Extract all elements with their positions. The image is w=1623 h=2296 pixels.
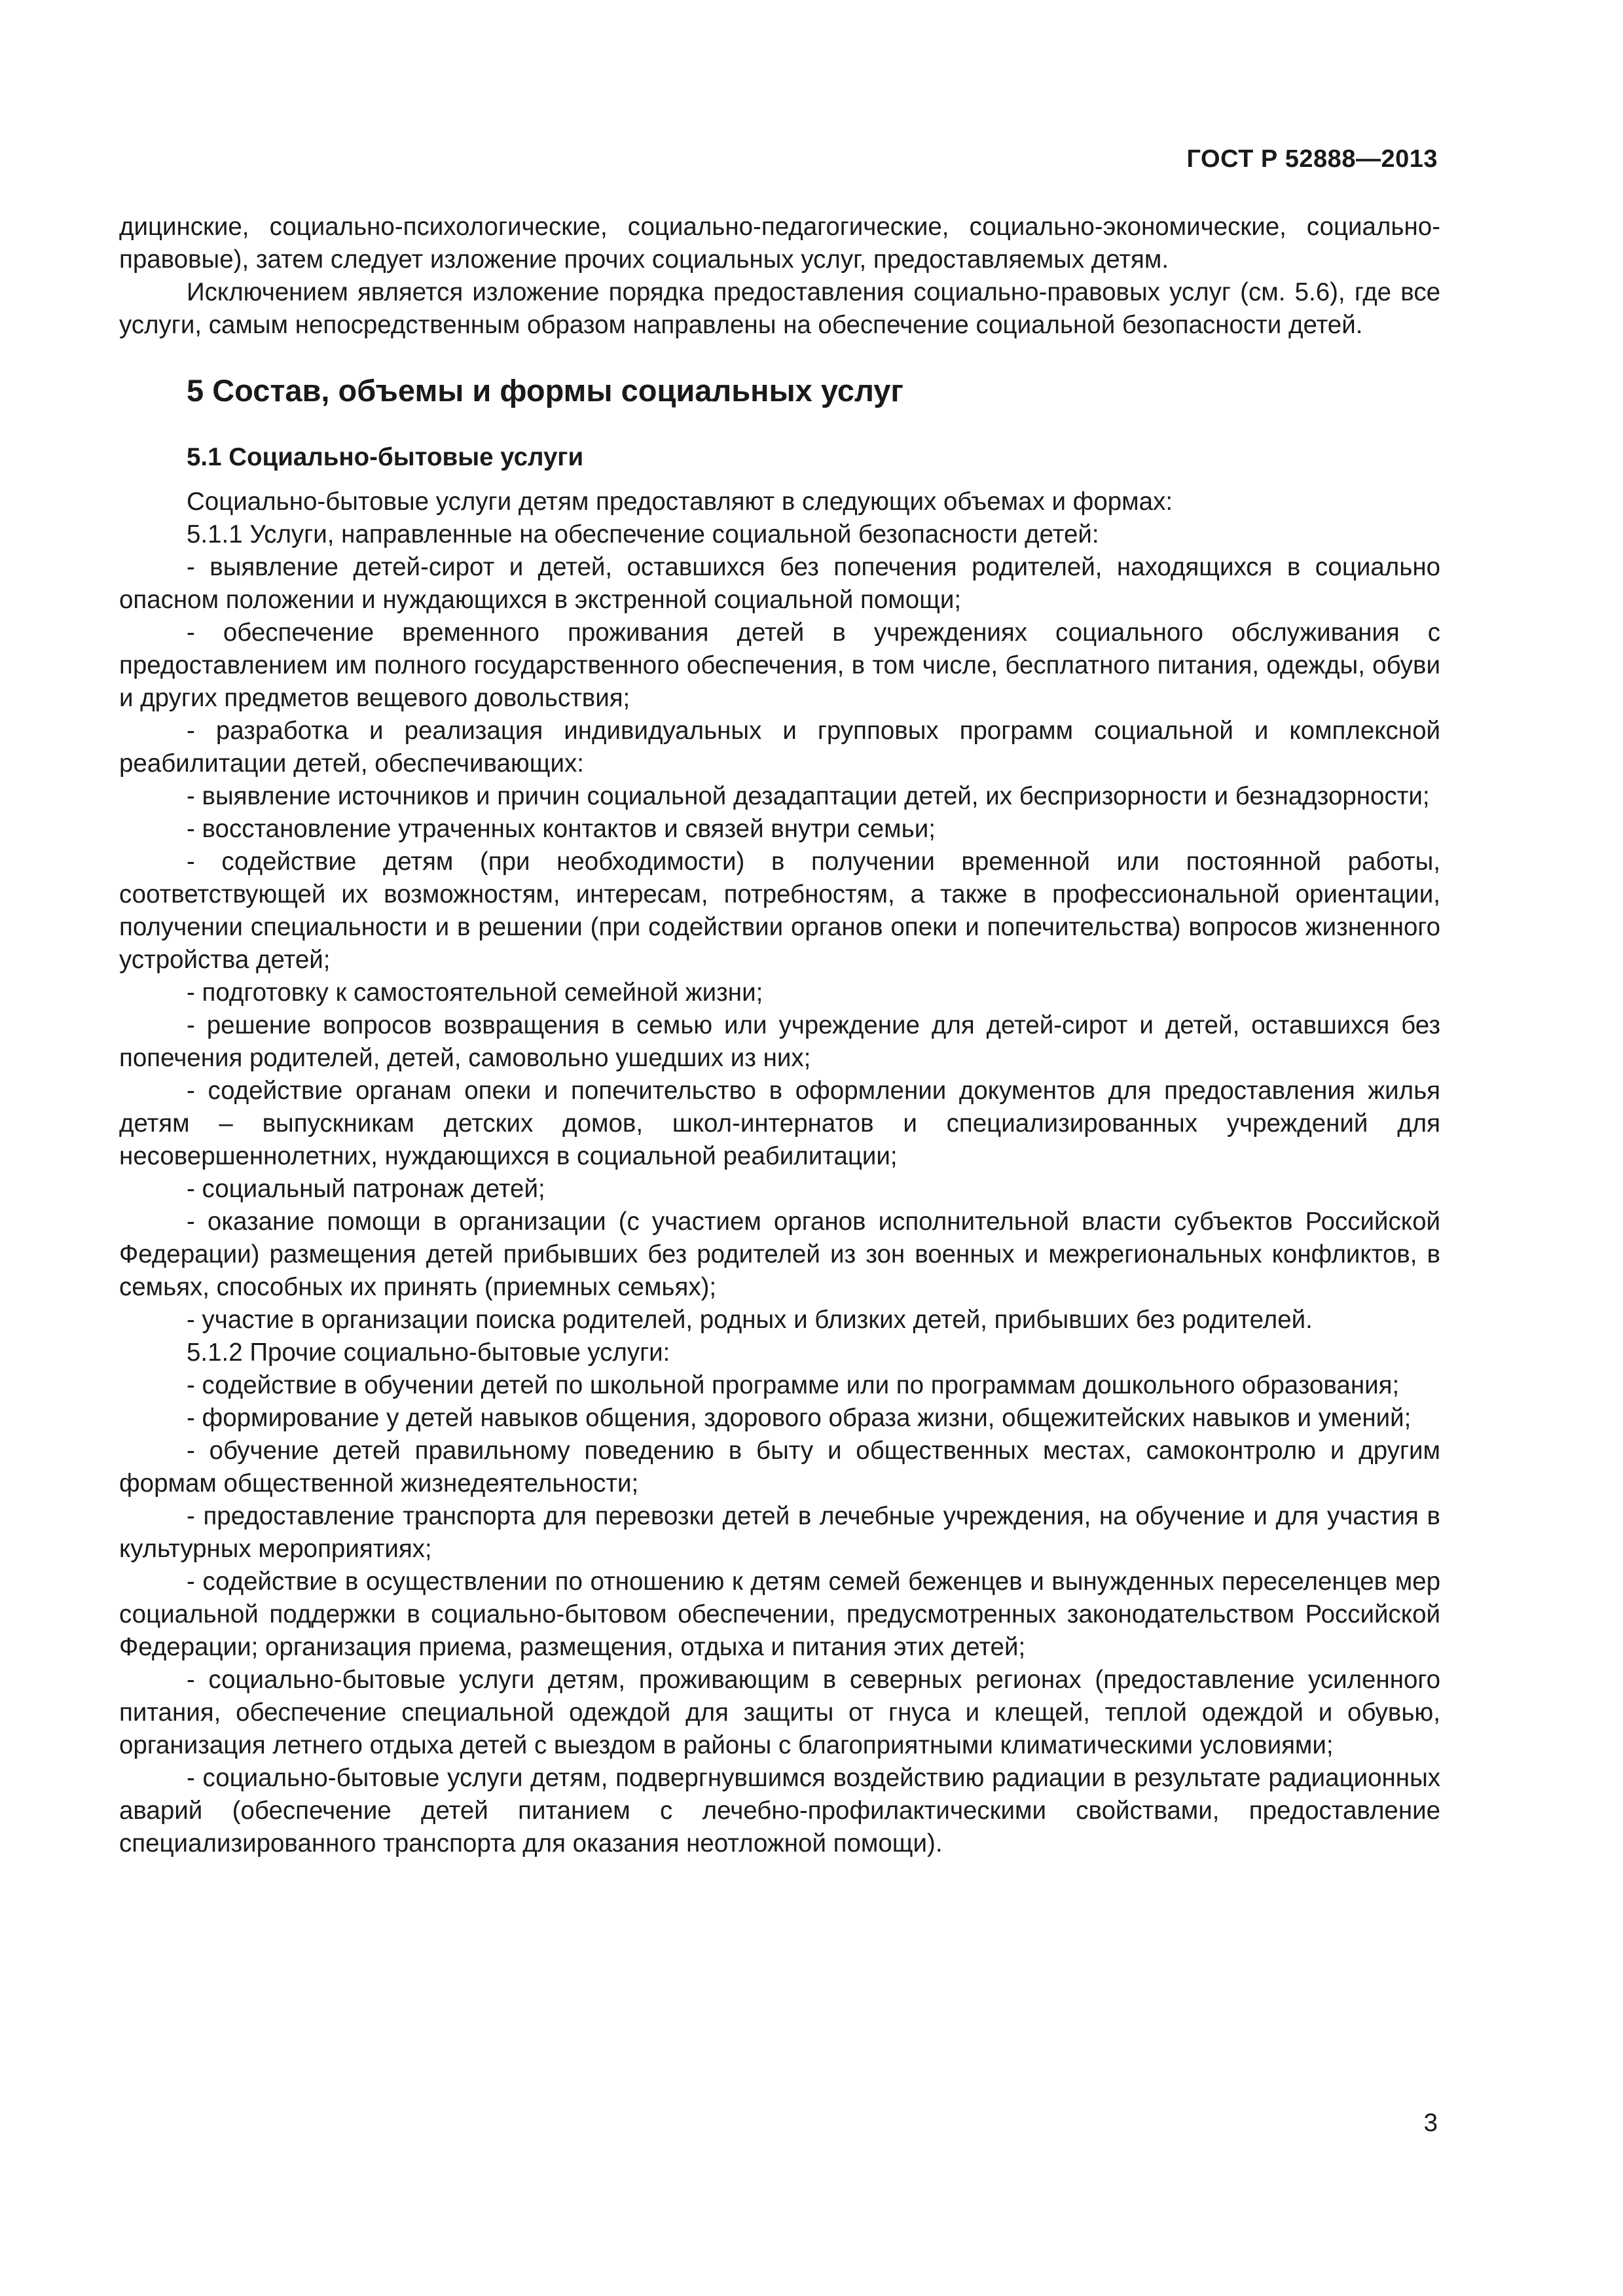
list-item: - оказание помощи в организации (с участием органов исполнительной власти субъектов Российской Федерации) размещения детей прибывших без родителей из зон военных и межрегиональных конфликтов, в семьях, способных их принять (приемных семьях);: [119, 1208, 1440, 1301]
clause-heading: 5.1.2 Прочие социально-бытовые услуги:: [187, 1338, 670, 1367]
list-item: - обучение детей правильному поведению в быту и общественных местах, самоконтролю и другим формам общественной жизнедеятельности;: [119, 1437, 1440, 1498]
list-item: - социальный патронаж детей;: [187, 1175, 545, 1203]
list-item: - содействие детям (при необходимости) в получении временной или постоянной работы, соответствующей их возможностям, интересам, потребностям, а также в профессиональной ориентации, получении специальности и в решении (при содействии органов опеки и попечительства) вопросов жизненного устройства детей;: [119, 848, 1440, 974]
list-item: - решение вопросов возвращения в семью или учреждение для детей-сирот и детей, оставшихся без попечения родителей, детей, самовольно ушедших из них;: [119, 1011, 1440, 1072]
clause-heading: 5.1.1 Услуги, направленные на обеспечение социальной безопасности детей:: [187, 520, 1099, 548]
list-item: - обеспечение временного проживания детей в учреждениях социального обслуживания с предоставлением им полного государственного обеспечения, в том числе, бесплатного питания, одежды, обуви и других предметов вещевого довольствия;: [119, 619, 1440, 712]
list-item: - формирование у детей навыков общения, здорового образа жизни, общежитейских навыков и умений;: [187, 1404, 1412, 1432]
paragraph: Исключением является изложение порядка предоставления социально-правовых услуг (см. 5.6), где все услуги, самым непосредственным образом направлены на обеспечение социальной безопасности детей.: [119, 278, 1440, 339]
list-item: - социально-бытовые услуги детям, подвергнувшимся воздействию радиации в результате радиационных аварий (обеспечение детей питанием с лечебно-профилактическими свойствами, предоставление специализированного транспорта для оказания неотложной помощи).: [119, 1764, 1440, 1857]
paragraph-intro: Социально-бытовые услуги детям предоставляют в следующих объемах и формах:: [187, 488, 1173, 516]
paragraph-continuation: дицинские, социально-психологические, социально-педагогические, социально-экономические, социально-правовые), затем следует изложение прочих социальных услуг, предоставляемых детям.: [119, 213, 1440, 274]
list-item: - восстановление утраченных контактов и связей внутри семьи;: [187, 815, 936, 843]
document-header: ГОСТ Р 52888—2013: [1186, 145, 1438, 173]
section-heading: 5 Состав, объемы и формы социальных услуг: [187, 373, 903, 408]
document-body: [119, 211, 1440, 1860]
list-item: - разработка и реализация индивидуальных и групповых программ социальной и комплексной реабилитации детей, обеспечивающих:: [119, 717, 1440, 778]
page-number: 3: [1423, 2109, 1438, 2137]
list-item: - содействие органам опеки и попечительство в оформлении документов для предоставления жилья детям – выпускникам детских домов, школ-интернатов и специализированных учреждений для несовершеннолетних, нуждающихся в социальной реабилитации;: [119, 1077, 1440, 1170]
list-item: - социально-бытовые услуги детям, проживающим в северных регионах (предоставление усиленного питания, обеспечение специальной одеждой для защиты от гнуса и клещей, теплой одеждой и обувью, организация летнего отдыха детей с выездом в районы с благоприятными климатическими условиями;: [119, 1666, 1440, 1759]
list-item: - выявление источников и причин социальной дезадаптации детей, их беспризорности и безнадзорности;: [187, 782, 1430, 810]
list-item: - содействие в осуществлении по отношению к детям семей беженцев и вынужденных переселенцев мер социальной поддержки в социально-бытовом обеспечении, предусмотренных законодательством Российской Федерации; организация приема, размещения, отдыха и питания этих детей;: [119, 1568, 1440, 1661]
list-item: - содействие в обучении детей по школьной программе или по программам дошкольного образования;: [187, 1371, 1400, 1399]
list-item: - выявление детей-сирот и детей, оставшихся без попечения родителей, находящихся в социально опасном положении и нуждающихся в экстренной социальной помощи;: [119, 553, 1440, 614]
subsection-heading: 5.1 Социально-бытовые услуги: [187, 443, 584, 471]
list-item: - предоставление транспорта для перевозки детей в лечебные учреждения, на обучение и для участия в культурных мероприятиях;: [119, 1502, 1440, 1563]
list-item: - подготовку к самостоятельной семейной жизни;: [187, 978, 763, 1007]
list-item: - участие в организации поиска родителей, родных и близких детей, прибывших без родителей.: [187, 1306, 1313, 1334]
